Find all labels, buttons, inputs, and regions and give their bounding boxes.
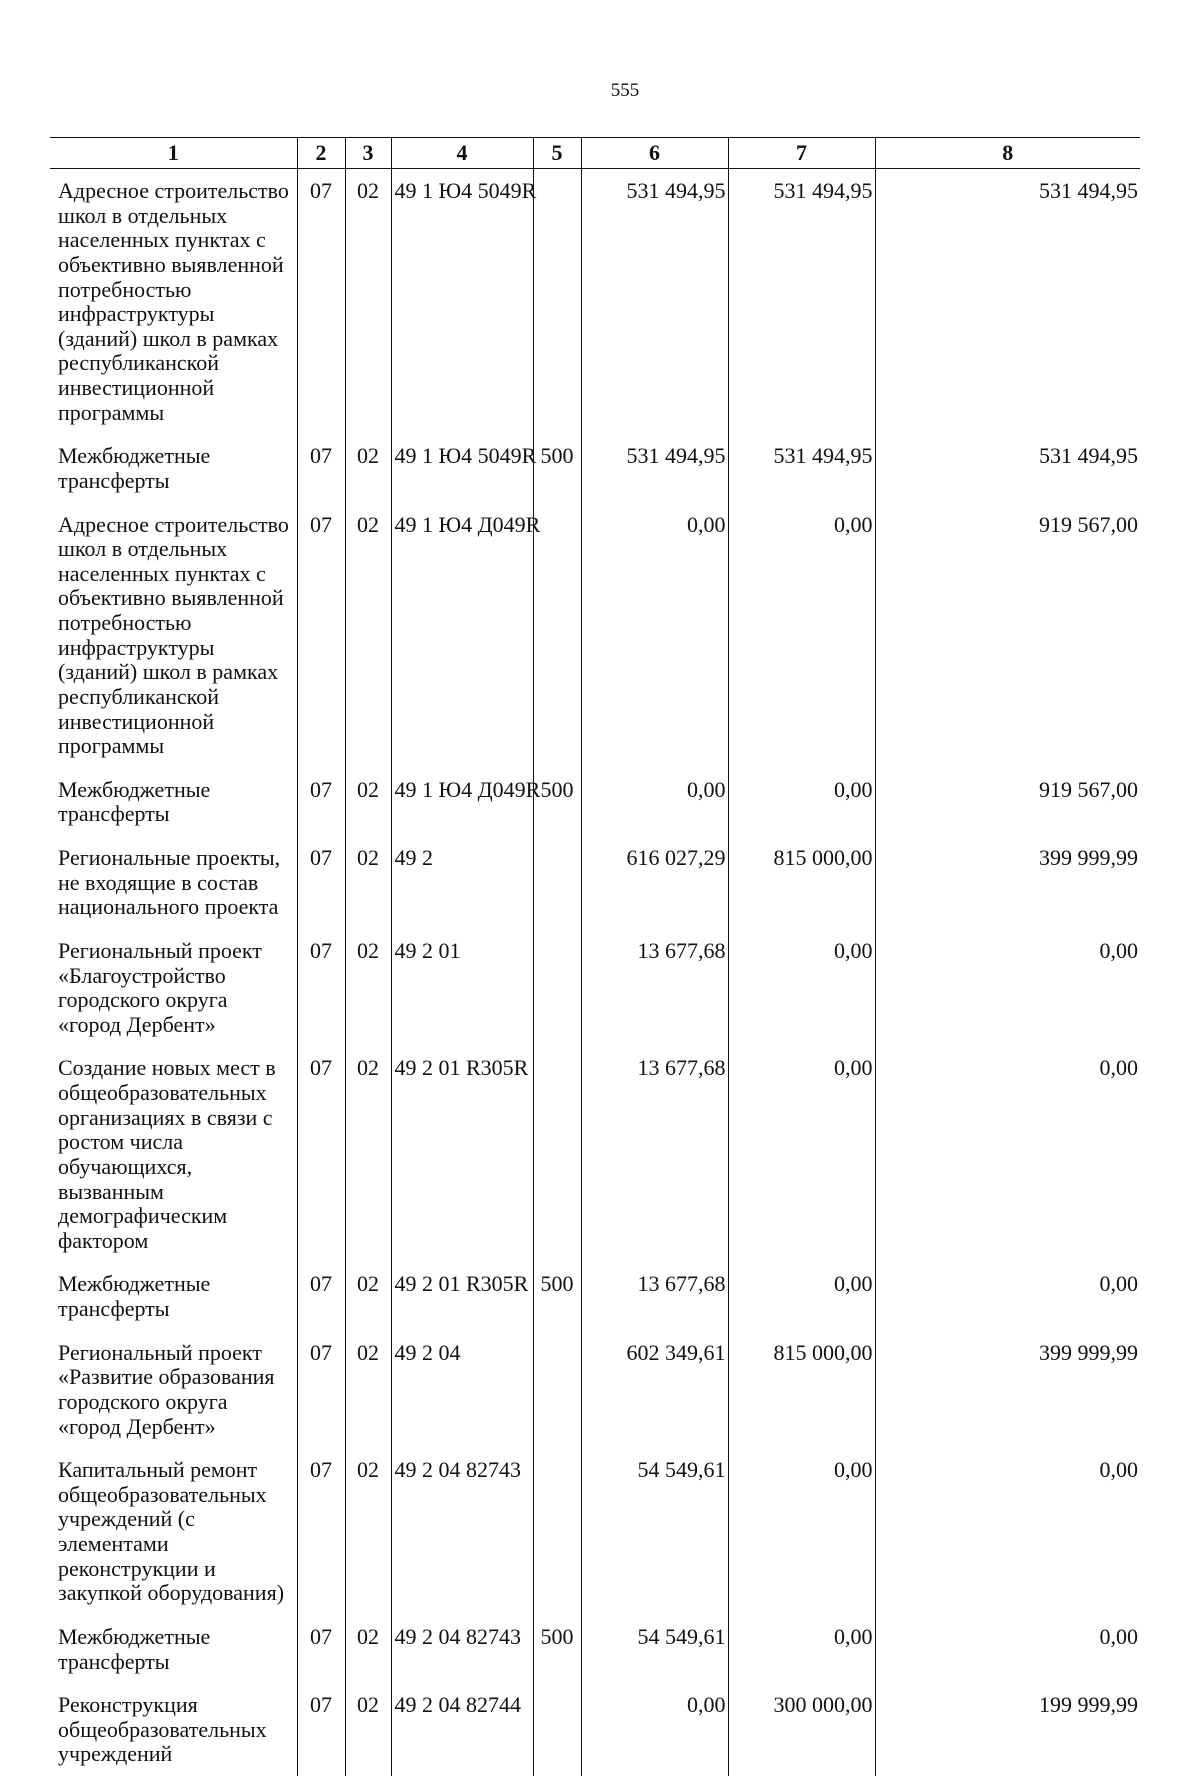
- subsection-cell: 02: [345, 1331, 391, 1449]
- table-row: [50, 1615, 1140, 1683]
- target-article-cell: 49 2 04: [391, 1331, 533, 1449]
- amount-cell: 531 494,95: [581, 434, 728, 502]
- amount-cell: 919 567,00: [875, 503, 1140, 768]
- expense-type-cell: [533, 1448, 581, 1615]
- column-header: 3: [345, 138, 391, 169]
- table-row: [50, 1331, 1140, 1449]
- expense-type-cell: [533, 503, 581, 768]
- target-article-cell: 49 2 04 82743: [391, 1448, 533, 1615]
- table-row: [50, 768, 1140, 836]
- amount-cell: 399 999,99: [875, 836, 1140, 929]
- column-header: 7: [728, 138, 875, 169]
- amount-cell: 54 549,61: [581, 1615, 728, 1683]
- section-cell: 07: [297, 768, 345, 836]
- table-row: [50, 169, 1140, 435]
- row-name-cell: Региональный проект «Развитие образования городского округа «город Дербент»: [58, 1339, 275, 1439]
- column-header: 1: [50, 138, 297, 169]
- target-article-cell: 49 1 Ю4 5049R: [391, 434, 533, 502]
- subsection-cell: 02: [345, 768, 391, 836]
- section-cell: 07: [297, 1331, 345, 1449]
- page-number: 555: [610, 80, 640, 101]
- amount-cell: 0,00: [728, 1448, 875, 1615]
- table-row: [50, 836, 1140, 929]
- row-name-cell: Создание новых мест в общеобразовательных организациях в связи с ростом числа обучающихся, вызванным демографическим фактором: [58, 1055, 276, 1253]
- amount-cell: 815 000,00: [728, 1331, 875, 1449]
- amount-cell: 399 999,99: [875, 1331, 1140, 1449]
- subsection-cell: 02: [345, 1046, 391, 1262]
- section-cell: 07: [297, 434, 345, 502]
- target-article-cell: 49 1 Ю4 Д049R: [391, 503, 533, 768]
- amount-cell: 0,00: [581, 1683, 728, 1776]
- target-article-cell: 49 2: [391, 836, 533, 929]
- section-cell: 07: [297, 1448, 345, 1615]
- target-article-cell: 49 2 01: [391, 929, 533, 1047]
- expense-type-cell: 500: [533, 1262, 581, 1330]
- expense-type-cell: [533, 1046, 581, 1262]
- subsection-cell: 02: [345, 503, 391, 768]
- amount-cell: 531 494,95: [875, 169, 1140, 435]
- amount-cell: 0,00: [875, 929, 1140, 1047]
- amount-cell: 0,00: [728, 1262, 875, 1330]
- row-name-cell: Региональные проекты, не входящие в состав национального проекта: [58, 845, 281, 920]
- section-cell: 07: [297, 1046, 345, 1262]
- target-article-cell: 49 1 Ю4 5049R: [391, 169, 533, 435]
- expense-type-cell: 500: [533, 1615, 581, 1683]
- row-name-cell: Межбюджетные трансферты: [58, 1623, 211, 1674]
- subsection-cell: 02: [345, 836, 391, 929]
- amount-cell: 0,00: [581, 503, 728, 768]
- expense-type-cell: 500: [533, 768, 581, 836]
- column-header: 4: [391, 138, 533, 169]
- amount-cell: 199 999,99: [875, 1683, 1140, 1776]
- amount-cell: 0,00: [875, 1046, 1140, 1262]
- section-cell: 07: [297, 1615, 345, 1683]
- column-header: 5: [533, 138, 581, 169]
- target-article-cell: 49 2 04 82744: [391, 1683, 533, 1776]
- table-header-row: [50, 138, 1140, 169]
- row-name-cell: Региональный проект «Благоустройство городского округа «город Дербент»: [58, 937, 262, 1037]
- subsection-cell: 02: [345, 1615, 391, 1683]
- target-article-cell: 49 2 01 R305R: [391, 1046, 533, 1262]
- amount-cell: 0,00: [581, 768, 728, 836]
- row-name-cell: Адресное строительство школ в отдельных населенных пунктах с объективно выявленной потребностью инфраструктуры (зданий) школ в рамках республиканской инвестиционной программы: [58, 178, 289, 425]
- table-row: [50, 1262, 1140, 1330]
- expense-type-cell: [533, 836, 581, 929]
- row-name-cell: Межбюджетные трансферты: [58, 1271, 211, 1321]
- amount-cell: 531 494,95: [728, 434, 875, 502]
- amount-cell: 0,00: [728, 1046, 875, 1262]
- table-row: [50, 1448, 1140, 1615]
- table-row: [50, 503, 1140, 768]
- row-name-cell: Адресное строительство школ в отдельных населенных пунктах с объективно выявленной потребностью инфраструктуры (зданий) школ в рамках республиканской инвестиционной программы: [58, 511, 289, 759]
- amount-cell: 13 677,68: [581, 1046, 728, 1262]
- section-cell: 07: [297, 503, 345, 768]
- column-header: 8: [875, 138, 1140, 169]
- section-cell: 07: [297, 1262, 345, 1330]
- table-row: [50, 929, 1140, 1047]
- target-article-cell: 49 1 Ю4 Д049R: [391, 768, 533, 836]
- amount-cell: 602 349,61: [581, 1331, 728, 1449]
- amount-cell: 531 494,95: [875, 434, 1140, 502]
- amount-cell: 616 027,29: [581, 836, 728, 929]
- row-name-cell: Межбюджетные трансферты: [58, 443, 211, 493]
- row-name-cell: Реконструкция общеобразовательных учреждений: [58, 1692, 267, 1767]
- column-header: 6: [581, 138, 728, 169]
- subsection-cell: 02: [345, 1448, 391, 1615]
- amount-cell: 0,00: [728, 929, 875, 1047]
- expense-type-cell: [533, 169, 581, 435]
- table-row: [50, 1683, 1140, 1776]
- amount-cell: 300 000,00: [728, 1683, 875, 1776]
- amount-cell: 0,00: [728, 1615, 875, 1683]
- subsection-cell: 02: [345, 434, 391, 502]
- amount-cell: 0,00: [728, 503, 875, 768]
- amount-cell: 13 677,68: [581, 1262, 728, 1330]
- amount-cell: 0,00: [728, 768, 875, 836]
- subsection-cell: 02: [345, 1683, 391, 1776]
- amount-cell: 0,00: [875, 1615, 1140, 1683]
- amount-cell: 815 000,00: [728, 836, 875, 929]
- expense-type-cell: [533, 929, 581, 1047]
- amount-cell: 0,00: [875, 1262, 1140, 1330]
- row-name-cell: Межбюджетные трансферты: [58, 776, 211, 827]
- expense-type-cell: [533, 1331, 581, 1449]
- budget-table: [50, 137, 1140, 1776]
- column-header: 2: [297, 138, 345, 169]
- amount-cell: 919 567,00: [875, 768, 1140, 836]
- amount-cell: 531 494,95: [728, 169, 875, 435]
- subsection-cell: 02: [345, 169, 391, 435]
- target-article-cell: 49 2 04 82743: [391, 1615, 533, 1683]
- amount-cell: 0,00: [875, 1448, 1140, 1615]
- section-cell: 07: [297, 836, 345, 929]
- section-cell: 07: [297, 1683, 345, 1776]
- section-cell: 07: [297, 169, 345, 435]
- expense-type-cell: [533, 1683, 581, 1776]
- row-name-cell: Капитальный ремонт общеобразовательных учреждений (с элементами реконструкции и закупкой оборудования): [58, 1457, 285, 1606]
- section-cell: 07: [297, 929, 345, 1047]
- subsection-cell: 02: [345, 1262, 391, 1330]
- amount-cell: 13 677,68: [581, 929, 728, 1047]
- table-row: [50, 1046, 1140, 1262]
- amount-cell: 531 494,95: [581, 169, 728, 435]
- subsection-cell: 02: [345, 929, 391, 1047]
- table-row: [50, 434, 1140, 502]
- expense-type-cell: 500: [533, 434, 581, 502]
- target-article-cell: 49 2 01 R305R: [391, 1262, 533, 1330]
- amount-cell: 54 549,61: [581, 1448, 728, 1615]
